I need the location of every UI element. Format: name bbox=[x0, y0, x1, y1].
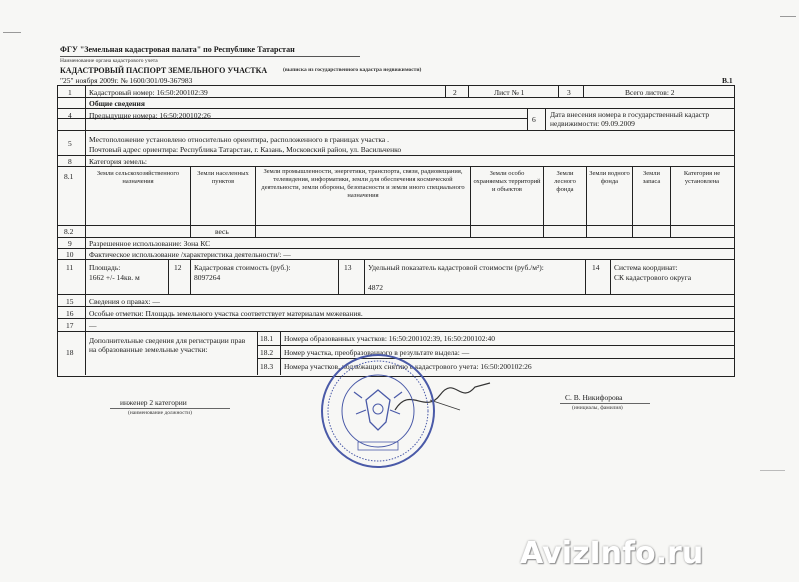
row10-num: 10 bbox=[66, 250, 74, 259]
position-caption: (наименование должности) bbox=[128, 410, 192, 416]
row16-num: 16 bbox=[66, 309, 74, 318]
row1-num: 1 bbox=[68, 88, 72, 97]
sheet-value: 3 bbox=[567, 88, 571, 97]
row183-num: 18.3 bbox=[260, 362, 274, 371]
cat-not-set: Категория не установлена bbox=[683, 170, 721, 185]
area-value: 1662 +/- 14кв. м bbox=[89, 273, 140, 282]
rights-info: Сведения о правах: — bbox=[89, 297, 160, 306]
official-seal-icon bbox=[318, 352, 438, 470]
permitted-use: Разрешенное использование: Зона КС bbox=[89, 239, 211, 248]
postal-address: Почтовый адрес ориентира: Республика Татарстан, г. Казань, Московский район, ул. Васильченко bbox=[89, 145, 402, 154]
row8-num: 8 bbox=[68, 157, 72, 166]
signer-name: С. В. Никифорова bbox=[565, 393, 623, 402]
row6-num: 6 bbox=[532, 115, 536, 124]
coord-system-value: СК кадастрового округа bbox=[614, 273, 692, 282]
row182-num: 18.2 bbox=[260, 348, 274, 357]
cost-label: Кадастровая стоимость (руб.): bbox=[194, 263, 291, 272]
row181-num: 18.1 bbox=[260, 334, 274, 343]
signer-position: инженер 2 категории bbox=[120, 398, 187, 407]
land-category-label: Категория земель: bbox=[89, 157, 147, 166]
row4-num: 4 bbox=[68, 111, 72, 120]
row18-num: 18 bbox=[66, 348, 74, 357]
cat-water: Земли водного фонда bbox=[589, 170, 630, 185]
cat-settlements: Земли населенных пунктов bbox=[197, 170, 249, 185]
row81-num: 8.1 bbox=[64, 172, 74, 181]
coord-system-label: Система координат: bbox=[614, 263, 678, 272]
row17-num: 17 bbox=[66, 321, 74, 330]
row14-num: 14 bbox=[592, 263, 600, 272]
row12-num: 12 bbox=[174, 263, 182, 272]
row17-value: — bbox=[89, 321, 97, 330]
row82-num: 8.2 bbox=[64, 227, 74, 236]
area-label: Площадь: bbox=[89, 263, 121, 272]
row9-num: 9 bbox=[68, 239, 72, 248]
row5-num: 5 bbox=[68, 139, 72, 148]
doc-title: КАДАСТРОВЫЙ ПАСПОРТ ЗЕМЕЛЬНОГО УЧАСТКА bbox=[60, 66, 268, 75]
row15-num: 15 bbox=[66, 297, 74, 306]
removed-plots: Номера участков, подлежащих снятию с кадастрового учета: 16:50:200102:26 bbox=[284, 362, 532, 371]
cat-protected: Земли особо охраняемых территорий и объектов bbox=[473, 170, 541, 193]
general-info-heading: Общие сведения bbox=[89, 99, 145, 108]
special-notes: Особые отметки: Площадь земельного участка соответствует материалам межевания. bbox=[89, 309, 363, 318]
cost-value: 8097264 bbox=[194, 273, 221, 282]
row1-sheet-no: 2 bbox=[453, 88, 457, 97]
formed-plots: Номера образованных участков: 16:50:200102:39, 16:50:200102:40 bbox=[284, 334, 496, 343]
specific-cost-label: Удельный показатель кадастровой стоимости (руб./м²): bbox=[368, 263, 544, 272]
row13-num: 13 bbox=[344, 263, 352, 272]
number-entry-date: Дата внесения номера в государственный кадастр недвижимости: 09.09.2009 bbox=[550, 110, 710, 128]
row11-num: 11 bbox=[66, 263, 74, 272]
name-caption: (инициалы, фамилия) bbox=[572, 405, 623, 411]
cat-industry: Земли промышленности, энергетики, транспорта, связи, радиовещания, телевидения, информатики, земли для обеспечения космической деятельности, земли обороны, безопасности и земли иного специального назначения bbox=[261, 168, 465, 199]
total-sheets: Всего листов: 2 bbox=[625, 88, 675, 97]
doc-date-number: "25" ноября 2009г. № 1600/301/09-367983 bbox=[60, 76, 193, 85]
sheet-label: Лист № 1 bbox=[494, 88, 525, 97]
cat-reserve: Земли запаса bbox=[642, 170, 661, 185]
transformed-plot: Номер участка, преобразованного в результате выдела: — bbox=[284, 348, 470, 357]
org-caption: Наименование органа кадастрового учета bbox=[60, 58, 158, 64]
previous-numbers: Предыдущие номера: 16:50:200102:26 bbox=[89, 111, 211, 120]
doc-title-note: (выписка из государственного кадастра недвижимости) bbox=[283, 67, 422, 73]
cat-forest: Земли лесного фонда bbox=[554, 170, 576, 193]
site-watermark: AvizInfo.ru bbox=[520, 536, 704, 571]
category-value: весь bbox=[215, 227, 229, 236]
cat-agricultural: Земли сельскохозяйственного назначения bbox=[96, 170, 180, 185]
org-name: ФГУ "Земельная кадастровая палата" по Республике Татарстан bbox=[60, 45, 295, 54]
form-code: В.1 bbox=[722, 76, 733, 85]
additional-info-label: Дополнительные сведения для регистрации прав на образованные земельные участки: bbox=[89, 336, 246, 354]
location-line-1: Местоположение установлено относительно ориентира, расположенного в границах участка . bbox=[89, 135, 389, 144]
specific-cost-value: 4872 bbox=[368, 283, 383, 292]
actual-use: Фактическое использование /характеристика деятельности/: — bbox=[89, 250, 291, 259]
cadastral-number: Кадастровый номер: 16:50:200102:39 bbox=[89, 88, 208, 97]
